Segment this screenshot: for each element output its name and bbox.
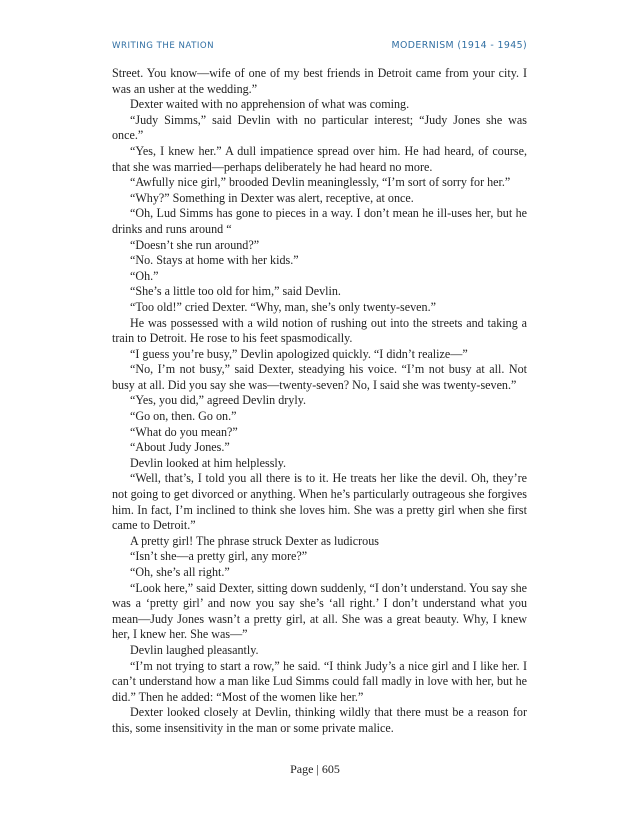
paragraph: “Oh, she’s all right.” [130,565,230,579]
paragraph: Devlin laughed pleasantly. [130,642,259,657]
paragraph: “Yes, you did,” agreed Devlin dryly. [130,393,306,408]
paragraph: “I’m not trying to start a row,” he said. “I think Judy’s a nice girl and I like her. I can’t understand how a man like Lud Simms could fall madly in love with her, but he did.” Then he added: “Most of the women like her.” [112,658,527,704]
paragraph: “Oh, Lud Simms has gone to pieces in a way. I don’t mean he ill-uses her, but he drinks and runs around “ [112,206,527,236]
paragraph: Devlin looked at him helplessly. [130,455,287,470]
page-footer [0,762,630,777]
running-header [112,40,527,51]
paragraph: “Look here,” said Dexter, sitting down suddenly, “I don’t understand. You say she was a ‘pretty girl’ and now you say she’s ‘all right.’ I don’t understand what you mean—Judy Jones wasn’t a pretty girl, at all. She was a great beauty. Why, I knew her, I knew her. She was—” [112,580,527,642]
paragraph: “No, I’m not busy,” said Dexter, steadying his voice. “I’m not busy at all. Not busy at all. Did you say she was—twenty-seven? No, I said she was twenty-seven.” [112,362,527,392]
page-body-text [112,66,527,737]
paragraph: “About Judy Jones.” [130,440,230,455]
paragraph: “Isn’t she—a pretty girl, any more?” [130,549,308,564]
paragraph: A pretty girl! The phrase struck Dexter as ludicrous [130,533,379,548]
paragraph: “Yes, I knew her.” A dull impatience spread over him. He had heard, of course, that she was married—perhaps deliberately he had heard no more. [112,143,527,174]
paragraph: “No. Stays at home with her kids.” [130,253,299,268]
page-number: Page | 605 [290,762,340,776]
paragraph: “I guess you’re busy,” Devlin apologized quickly. “I didn’t realize—” [130,346,468,361]
paragraph: “She’s a little too old for him,” said Devlin. [130,284,341,299]
paragraph: “Too old!” cried Dexter. “Why, man, she’s only twenty-seven.” [130,299,436,314]
paragraph: “Go on, then. Go on.” [130,409,237,424]
paragraph: Dexter waited with no apprehension of what was coming. [130,97,410,112]
paragraph: “Doesn’t she run around?” [130,237,260,252]
paragraph: “Judy Simms,” said Devlin with no particular interest; “Judy Jones she was once.” [112,112,527,143]
paragraph: Dexter looked closely at Devlin, thinking wildly that there must be a reason for this, some insensitivity in the man or some private malice. [112,705,527,735]
paragraph: “Well, that’s, I told you all there is to it. He treats her like the devil. Oh, they’re not going to get divorced or anything. When he’s particularly outrageous she forgives him. In fact, I’m inclined to think she loves him. She was a pretty girl when she first came to Detroit.” [112,471,527,533]
paragraph: “Oh.” [130,268,159,283]
paragraph: Street. You know—wife of one of my best friends in Detroit came from your city. I was an usher at the wedding.” [112,66,527,96]
paragraph: “What do you mean?” [130,424,238,439]
header-book-title: WRITING THE NATION [112,41,215,51]
paragraph: “Awfully nice girl,” brooded Devlin meaninglessly, “I’m sort of sorry for her.” [130,175,511,190]
header-section-title: MODERNISM (1914 - 1945) [391,40,527,51]
paragraph: “Why?” Something in Dexter was alert, receptive, at once. [130,190,414,205]
paragraph: He was possessed with a wild notion of rushing out into the streets and taking a train to Detroit. He rose to his feet spasmodically. [112,315,527,346]
